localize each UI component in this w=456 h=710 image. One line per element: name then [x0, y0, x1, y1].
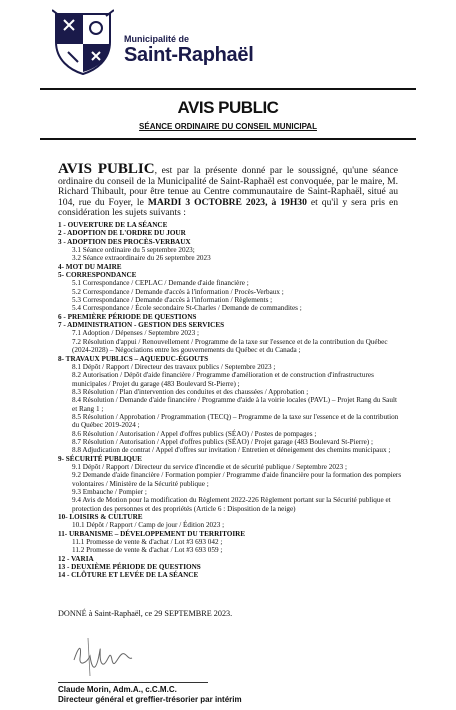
signatory-block [58, 685, 242, 705]
agenda-subitem: 3.1 Séance ordinaire du 5 septembre 2023; [72, 246, 195, 255]
municipality-label: Municipalité de [124, 34, 190, 44]
agenda-subitem: 7.1 Adoption / Dépenses / Septembre 2023 ; [72, 329, 199, 338]
agenda-subitem: 5.4 Correspondance / École secondaire St-Charles / Demande de commandites ; [72, 304, 302, 313]
signature-image [68, 630, 138, 680]
signatory-role: Directeur général et greffier-trésorier par intérim [58, 695, 242, 704]
document-subtitle: SÉANCE ORDINAIRE DU CONSEIL MUNICIPAL [139, 122, 317, 131]
agenda-subitem: 8.1 Dépôt / Rapport / Directeur des travaux publics / Septembre 2023 ; [72, 362, 276, 371]
agenda-section: 7 - ADMINISTRATION - GESTION DES SERVICES [58, 321, 225, 330]
signature-line [58, 682, 208, 683]
municipality-name: Saint-Raphaël [124, 44, 254, 66]
agenda-subitem: 11.2 Promesse de vente & d'achat / Lot #3 693 059 ; [72, 546, 223, 555]
agenda-subitem: 5.3 Correspondance / Demande d'accès à l'information / Règlements ; [72, 296, 273, 305]
agenda-section: 14 - CLÔTURE ET LEVÉE DE LA SÉANCE [58, 571, 199, 580]
agenda-section: 3 - ADOPTION DES PROCÈS-VERBAUX [58, 237, 191, 246]
agenda-subitem: 8.7 Résolution / Autorisation / Appel d'offres publics (SÉAO) / Projet garage (483 Boulevard St-Pierre) ; [72, 437, 373, 446]
given-line: DONNÉ à Saint-Raphaël, ce 29 SEPTEMBRE 2023. [58, 609, 233, 618]
agenda-subitem: 8.6 Résolution / Autorisation / Appel d'offres publics (SÉAO) / Postes de pompages ; [72, 429, 317, 438]
letterhead [52, 8, 312, 78]
agenda-subitem: 7.2 Résolution d'appui / Renouvellement / Programme de la taxe sur l'essence et de la contribution du Québec (2024-2028) – Négociations entre les gouvernements du Québec et du Canada ; [72, 337, 388, 355]
top-divider [40, 88, 416, 90]
agenda-section: 9- SÉCURITÉ PUBLIQUE [58, 454, 142, 463]
agenda-section: 6 - PREMIÈRE PÉRIODE DE QUESTIONS [58, 312, 197, 321]
agenda-subitem: 5.2 Correspondance / Demande d'accès à l'information / Procès-Verbaux ; [72, 287, 284, 296]
agenda-subitem: 9.1 Dépôt / Rapport / Directeur du service d'incendie et de sécurité publique / Septembre 2023 ; [72, 462, 347, 471]
intro-lead: AVIS PUBLIC [58, 161, 155, 177]
signatory-name: Claude Morin, Adm.A., c.C.M.C. [58, 685, 177, 694]
intro-paragraph [58, 161, 399, 219]
meeting-date: MARDI 3 OCTOBRE 2023, à 19H30 [147, 196, 307, 208]
agenda-section: 4- MOT DU MAIRE [58, 262, 122, 271]
intro-text-1: , est par la présente donné par le soussigné, qu'une séance ordinaire du conseil de la Municipalité de Saint-Raphaël est convoquée, par le maire, M. Richard Thibault, pour être tenue au Centre communautaire de Saint-Raphaël, situé au 104, rue du Foyer, le [58, 165, 398, 208]
agenda-section: 10- LOISIRS & CULTURE [58, 513, 143, 522]
municipal-crest-icon [52, 8, 114, 76]
agenda-subitem: 8.8 Adjudication de contrat / Appel d'offres sur invitation / Entretien et déneigement des chemins municipaux ; [72, 446, 391, 455]
agenda-section: 13 - DEUXIÈME PÉRIODE DE QUESTIONS [58, 563, 201, 572]
agenda-section: 5- CORRESPONDANCE [58, 271, 137, 280]
agenda-subitem: 9.3 Embauche / Pompier ; [72, 488, 147, 496]
agenda-subitem: 8.2 Autorisation / Dépôt d'aide financière / Programme d'amélioration et de construction d'infrastructures municipales / Projet du garage (483 Boulevard St-Pierre) ; [72, 371, 374, 388]
agenda-section: 8- TRAVAUX PUBLICS – AQUEDUC-ÉGOUTS [58, 354, 209, 363]
agenda-subitem: 8.3 Résolution / Plan d'intervention des conduites et des chaussées / Approbation ; [72, 387, 309, 396]
agenda-subitem: 11.1 Promesse de vente & d'achat / Lot #3 693 042 ; [72, 538, 223, 547]
document-title: AVIS PUBLIC [177, 98, 279, 117]
agenda-section: 2 - ADOPTION DE L'ORDRE DU JOUR [58, 229, 186, 238]
agenda-subitem: 3.2 Séance extraordinaire du 26 septembre 2023 [72, 254, 211, 263]
agenda-subitem: 9.2 Demande d'aide financière / Formation pompier / Programme d'aide financière pour la formation des pompiers volontaires / Ministère de la Sécurité publique ; [72, 471, 402, 488]
agenda-subitem: 10.1 Dépôt / Rapport / Camp de jour / Édition 2023 ; [72, 521, 225, 530]
agenda-subitem: 8.5 Résolution / Approbation / Programmation (TECQ) – Programme de la taxe sur l'essence et de la contribution du Québec 2019-2024 ; [72, 412, 399, 430]
agenda-subitem: 9.4 Avis de Motion pour la modification du Règlement 2022-226 Règlement portant sur la Sécurité publique et protection des personnes et des propriétés (Article 6 : Disposition de la neige) [72, 496, 391, 513]
agenda-list [58, 221, 403, 580]
agenda-section: 1 - OUVERTURE DE LA SÉANCE [58, 221, 168, 229]
agenda-section: 11- URBANISME – DÉVELOPPEMENT DU TERRITOIRE [58, 529, 246, 538]
intro-text-2: et qu'il y sera pris en considération les sujets suivants : [58, 196, 399, 219]
bottom-divider [40, 138, 416, 140]
agenda-section: 12 - VARIA [58, 554, 94, 563]
agenda-subitem: 8.4 Résolution / Demande d'aide financière / Programme d'aide à la voirie locales (PAVL) – Projet Rang du Sault et Rang 1 ; [72, 396, 397, 413]
agenda-subitem: 5.1 Correspondance / CEPLAC / Demande d'aide financière ; [72, 279, 249, 288]
